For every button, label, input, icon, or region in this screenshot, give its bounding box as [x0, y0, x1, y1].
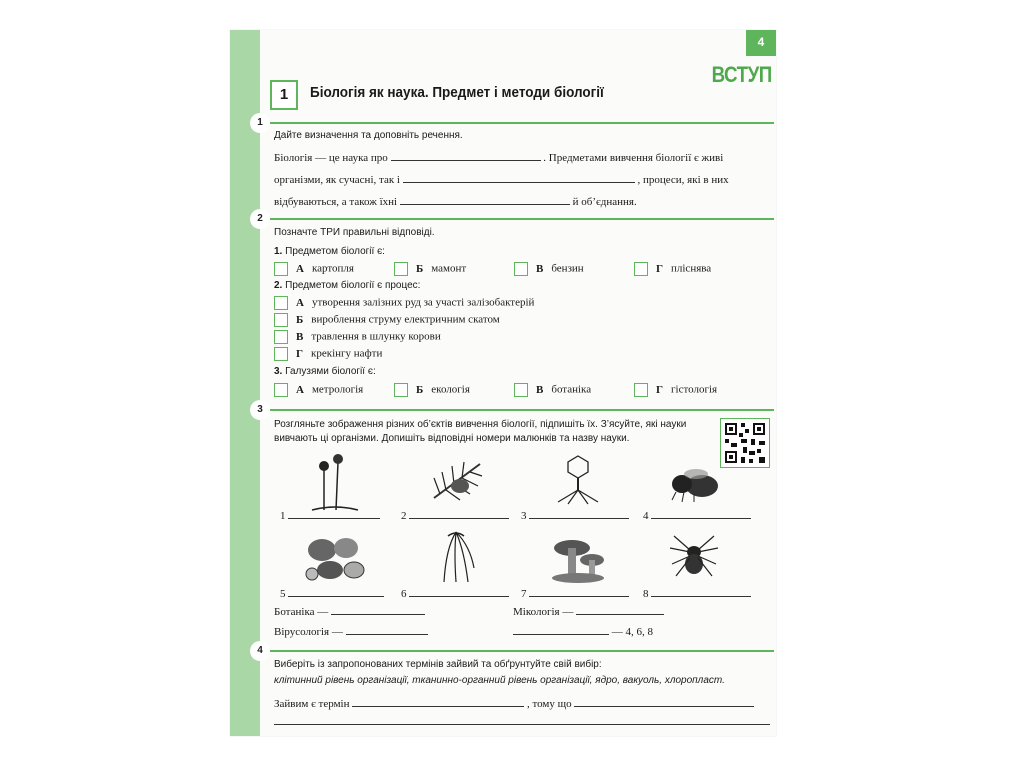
- sentence-text: організми, як сучасні, так і: [274, 174, 400, 186]
- science-answer-virology: [274, 624, 428, 638]
- option-letter: Б: [416, 383, 424, 396]
- answer-text: Зайвим є термін: [274, 698, 350, 710]
- checkbox[interactable]: [634, 383, 648, 397]
- answer-option[interactable]: [274, 262, 354, 276]
- answer-blank-full-line[interactable]: [274, 714, 770, 725]
- answer-blank[interactable]: [346, 624, 428, 635]
- task-number: 2: [250, 209, 270, 229]
- answer-option[interactable]: [634, 383, 717, 397]
- picture-label: [401, 586, 509, 600]
- option-text: екологія: [431, 383, 470, 396]
- science-name: Мікологія —: [513, 606, 574, 618]
- task-instruction: вивчають ці організми. Допишіть відповідні номери малюнків та назву науки.: [274, 433, 630, 444]
- task-terms: клітинний рівень організації, тканинно-органний рівень організації, ядро, вакуоль, хлоропласт.: [274, 675, 725, 686]
- question-1: [274, 246, 385, 257]
- answer-blank[interactable]: [409, 508, 509, 519]
- option-letter: В: [536, 262, 544, 275]
- option-text: пліснява: [671, 262, 712, 275]
- spider-picture: [666, 530, 722, 580]
- task-divider: [260, 650, 774, 652]
- option-letter: Г: [656, 383, 663, 396]
- answer-blank[interactable]: [574, 696, 754, 707]
- question-number: 2.: [274, 280, 283, 291]
- picture-number: 3: [521, 510, 527, 522]
- option-text: вироблення струму електричним скатом: [311, 313, 500, 326]
- picture-label: [280, 508, 380, 522]
- answer-blank[interactable]: [409, 586, 509, 597]
- task-instruction: Розгляньте зображення різних об’єктів вивчення біології, підпишіть їх. З’ясуйте, які науки: [274, 419, 687, 430]
- question-text: Предметом біології є процес:: [285, 280, 421, 291]
- science-answer-mycology: [513, 604, 664, 618]
- checkbox[interactable]: [634, 262, 648, 276]
- picture-label: [643, 586, 751, 600]
- fill-sentence-line: [274, 172, 729, 186]
- bacteriophage-picture: [548, 454, 608, 506]
- checkbox[interactable]: [394, 262, 408, 276]
- task-divider: [260, 409, 774, 411]
- checkbox[interactable]: [514, 262, 528, 276]
- lesson-title: Біологія як наука. Предмет і методи біології: [310, 84, 604, 101]
- page-number: 4: [746, 30, 776, 56]
- task-number: 3: [250, 400, 270, 420]
- picture-numbers: — 4, 6, 8: [611, 626, 653, 638]
- qr-code[interactable]: [720, 418, 770, 468]
- answer-option[interactable]: [514, 262, 584, 276]
- answer-blank[interactable]: [391, 150, 541, 161]
- bee-picture: [666, 464, 722, 504]
- question-3: [274, 366, 376, 377]
- checkbox[interactable]: [394, 383, 408, 397]
- picture-number: 8: [643, 588, 649, 600]
- answer-blank[interactable]: [576, 604, 664, 615]
- question-number: 3.: [274, 366, 283, 377]
- checkbox[interactable]: [514, 383, 528, 397]
- option-letter: Б: [296, 313, 304, 326]
- task-instruction: Дайте визначення та доповніть речення.: [274, 130, 463, 141]
- task-number: 1: [250, 113, 270, 133]
- sentence-text: , процеси, які в них: [637, 174, 729, 186]
- task-number: 4: [250, 641, 270, 661]
- answer-option[interactable]: [394, 262, 466, 276]
- answer-option[interactable]: [274, 383, 363, 397]
- task-divider: [260, 218, 774, 220]
- task-instruction: Позначте ТРИ правильні відповіді.: [274, 227, 435, 238]
- picture-label: [401, 508, 509, 522]
- task-instruction: Виберіть із запропонованих термінів зайвий та обґрунтуйте свій вибір:: [274, 659, 602, 670]
- option-text: ботаніка: [551, 383, 592, 396]
- picture-label: [643, 508, 751, 522]
- answer-blank[interactable]: [529, 508, 629, 519]
- option-text: крекінгу нафти: [311, 347, 383, 360]
- fruits-seeds-picture: [300, 530, 370, 586]
- option-text: утворення залізних руд за участі залізобактерій: [311, 296, 535, 309]
- qr-code-icon: [721, 419, 769, 467]
- picture-label: [521, 586, 629, 600]
- picture-number: 7: [521, 588, 527, 600]
- picture-label: [521, 508, 629, 522]
- answer-blank[interactable]: [529, 586, 629, 597]
- answer-option[interactable]: [274, 313, 500, 327]
- fill-sentence-line: [274, 194, 637, 208]
- sentence-text: відбуваються, а також їхні: [274, 196, 398, 208]
- picture-number: 4: [643, 510, 649, 522]
- option-letter: А: [296, 383, 304, 396]
- option-letter: Б: [416, 262, 424, 275]
- sentence-text: . Предметами вивчення біології є живі: [543, 152, 724, 164]
- mold-fungus-picture: [310, 452, 360, 512]
- picture-number: 1: [280, 510, 286, 522]
- picture-number: 5: [280, 588, 286, 600]
- option-text: метрологія: [311, 383, 364, 396]
- mushrooms-picture: [548, 532, 608, 584]
- alga-picture: [434, 528, 478, 586]
- answer-option[interactable]: [514, 383, 591, 397]
- answer-blank[interactable]: [400, 194, 570, 205]
- section-title: ВСТУП: [711, 62, 772, 87]
- answer-blank[interactable]: [288, 508, 380, 519]
- option-text: картопля: [311, 262, 354, 275]
- science-answer-last: [513, 624, 653, 638]
- question-text: Предметом біології є:: [285, 246, 385, 257]
- picture-label: [280, 586, 384, 600]
- checkbox[interactable]: [274, 383, 288, 397]
- picture-number: 2: [401, 510, 407, 522]
- answer-text: , тому що: [526, 698, 572, 710]
- option-letter: Г: [656, 262, 663, 275]
- checkbox[interactable]: [274, 347, 288, 361]
- pine-branch-picture: [430, 458, 485, 504]
- answer-option[interactable]: [394, 383, 470, 397]
- sentence-text: й об’єднання.: [572, 196, 637, 208]
- answer-option[interactable]: [274, 347, 382, 361]
- task-divider: [260, 122, 774, 124]
- question-text: Галузями біології є:: [285, 366, 376, 377]
- answer-blank[interactable]: [651, 586, 751, 597]
- question-number: 1.: [274, 246, 283, 257]
- answer-blank[interactable]: [288, 586, 384, 597]
- checkbox[interactable]: [274, 262, 288, 276]
- option-text: травлення в шлунку корови: [311, 330, 441, 343]
- workbook-page: [230, 30, 776, 736]
- science-name: Ботаніка —: [274, 606, 329, 618]
- answer-blank[interactable]: [651, 508, 751, 519]
- sentence-text: Біологія — це наука про: [274, 152, 388, 164]
- answer-option[interactable]: [634, 262, 711, 276]
- checkbox[interactable]: [274, 296, 288, 310]
- option-letter: А: [296, 262, 304, 275]
- option-text: гістологія: [671, 383, 718, 396]
- answer-blank[interactable]: [403, 172, 635, 183]
- answer-blank[interactable]: [352, 696, 524, 707]
- picture-number: 6: [401, 588, 407, 600]
- answer-option[interactable]: [274, 330, 441, 344]
- science-answer-botany: [274, 604, 425, 618]
- option-text: бензин: [551, 262, 584, 275]
- checkbox[interactable]: [274, 313, 288, 327]
- answer-option[interactable]: [274, 296, 534, 310]
- answer-blank[interactable]: [331, 604, 425, 615]
- option-text: мамонт: [431, 262, 467, 275]
- question-2: [274, 280, 420, 291]
- checkbox[interactable]: [274, 330, 288, 344]
- science-name: Вірусологія —: [274, 626, 343, 638]
- option-letter: В: [536, 383, 544, 396]
- fill-sentence-line: [274, 150, 723, 164]
- answer-line: [274, 696, 754, 710]
- page-margin-strip: [230, 30, 260, 736]
- answer-blank[interactable]: [513, 624, 609, 635]
- option-letter: В: [296, 330, 304, 343]
- option-letter: А: [296, 296, 304, 309]
- lesson-number: 1: [270, 80, 298, 110]
- option-letter: Г: [296, 347, 303, 360]
